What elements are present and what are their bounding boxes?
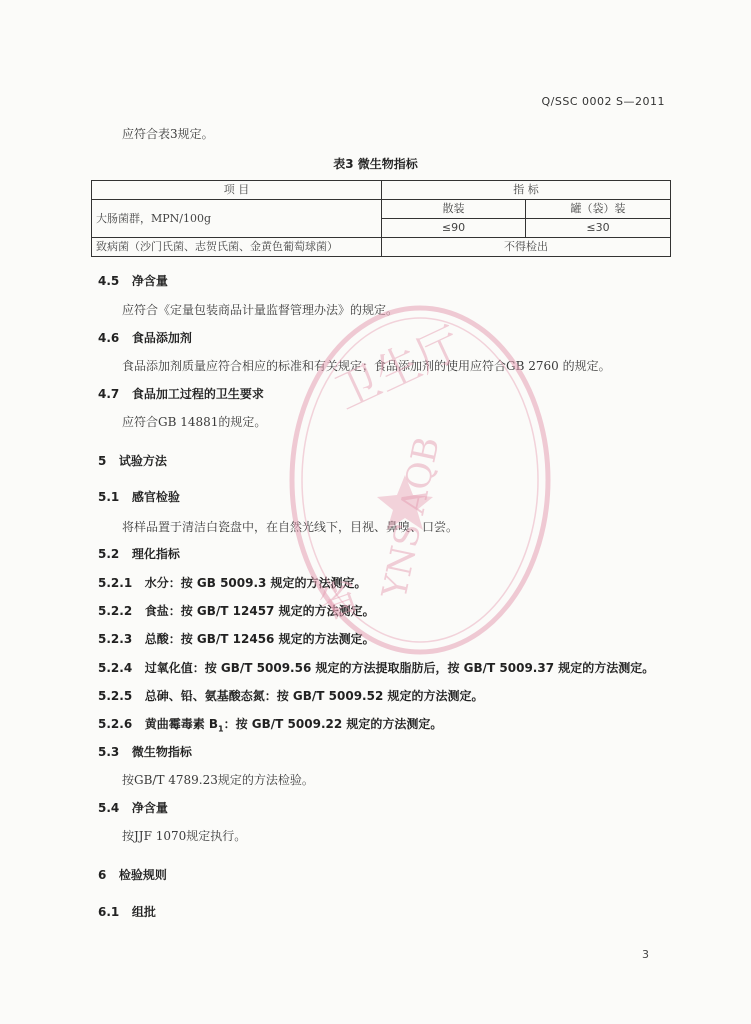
- coliform-canned-value: ≤30: [526, 219, 671, 238]
- section-5-2-heading: 5.2 理化指标: [98, 547, 180, 561]
- section-5-3-heading: 5.3 微生物指标: [98, 745, 192, 759]
- section-6-1-heading: 6.1 组批: [98, 905, 156, 919]
- col-bulk: 散装: [382, 200, 526, 219]
- section-4-6-heading: 4.6 食品添加剂: [98, 331, 192, 345]
- section-4-7-body: 应符合GB 14881的规定。: [122, 415, 267, 429]
- section-5-2-5: 5.2.5 总砷、铅、氨基酸态氮：按 GB/T 5009.52 规定的方法测定。: [98, 689, 484, 703]
- section-5-2-1: 5.2.1 水分：按 GB 5009.3 规定的方法测定。: [98, 576, 367, 590]
- standard-code: Q/SSC 0002 S—2011: [541, 95, 665, 108]
- seal-text-mid: YNS AQB: [374, 433, 448, 602]
- section-5-heading: 5 试验方法: [98, 454, 167, 468]
- microbial-index-table: [91, 180, 671, 257]
- page-number: 3: [642, 948, 649, 961]
- table-row: [92, 200, 671, 219]
- section-5-4-body: 按JJF 1070规定执行。: [122, 829, 247, 843]
- row-pathogen-item: 致病菌（沙门氏菌、志贺氏菌、金黄色葡萄球菌）: [92, 238, 382, 257]
- col-canned: 罐（袋）装: [526, 200, 671, 219]
- section-4-5-body: 应符合《定量包装商品计量监督管理办法》的规定。: [122, 303, 399, 317]
- row-coliform-item: 大肠菌群，MPN/100g: [92, 200, 382, 238]
- table-caption: 表3 微生物指标: [333, 157, 418, 171]
- seal-text-left: 省: [312, 572, 367, 630]
- section-4-7-heading: 4.7 食品加工过程的卫生要求: [98, 387, 264, 401]
- header-index: 指 标: [382, 181, 671, 200]
- section-5-2-2: 5.2.2 食盐：按 GB/T 12457 规定的方法测定。: [98, 604, 375, 618]
- coliform-bulk-value: ≤90: [382, 219, 526, 238]
- pathogen-value: 不得检出: [382, 238, 671, 257]
- section-5-1-body: 将样品置于清洁白瓷盘中，在自然光线下，目视、鼻嗅、口尝。: [122, 520, 459, 534]
- table-header-row: [92, 181, 671, 200]
- section-4-5-heading: 4.5 净含量: [98, 274, 168, 288]
- section-5-3-body: 按GB/T 4789.23规定的方法检验。: [122, 773, 314, 787]
- table-row: [92, 238, 671, 257]
- section-6-heading: 6 检验规则: [98, 868, 167, 882]
- section-5-2-3: 5.2.3 总酸：按 GB/T 12456 规定的方法测定。: [98, 632, 375, 646]
- section-5-1-heading: 5.1 感官检验: [98, 490, 180, 504]
- section-4-6-body: 食品添加剂质量应符合相应的标准和有关规定；食品添加剂的使用应符合GB 2760 的规定。: [122, 359, 611, 373]
- section-5-4-heading: 5.4 净含量: [98, 801, 168, 815]
- section-5-2-6: 5.2.6 黄曲霉毒素 $B_1$：按 GB/T 5009.22 规定的方法测定。: [98, 717, 443, 734]
- intro-line: 应符合表3规定。: [122, 127, 214, 141]
- section-5-2-4: 5.2.4 过氧化值：按 GB/T 5009.56 规定的方法提取脂肪后，按 GB/T 5009.37 规定的方法测定。: [98, 661, 655, 675]
- seal-text-top: 卫生厅: [328, 317, 470, 420]
- header-item: 项 目: [92, 181, 382, 200]
